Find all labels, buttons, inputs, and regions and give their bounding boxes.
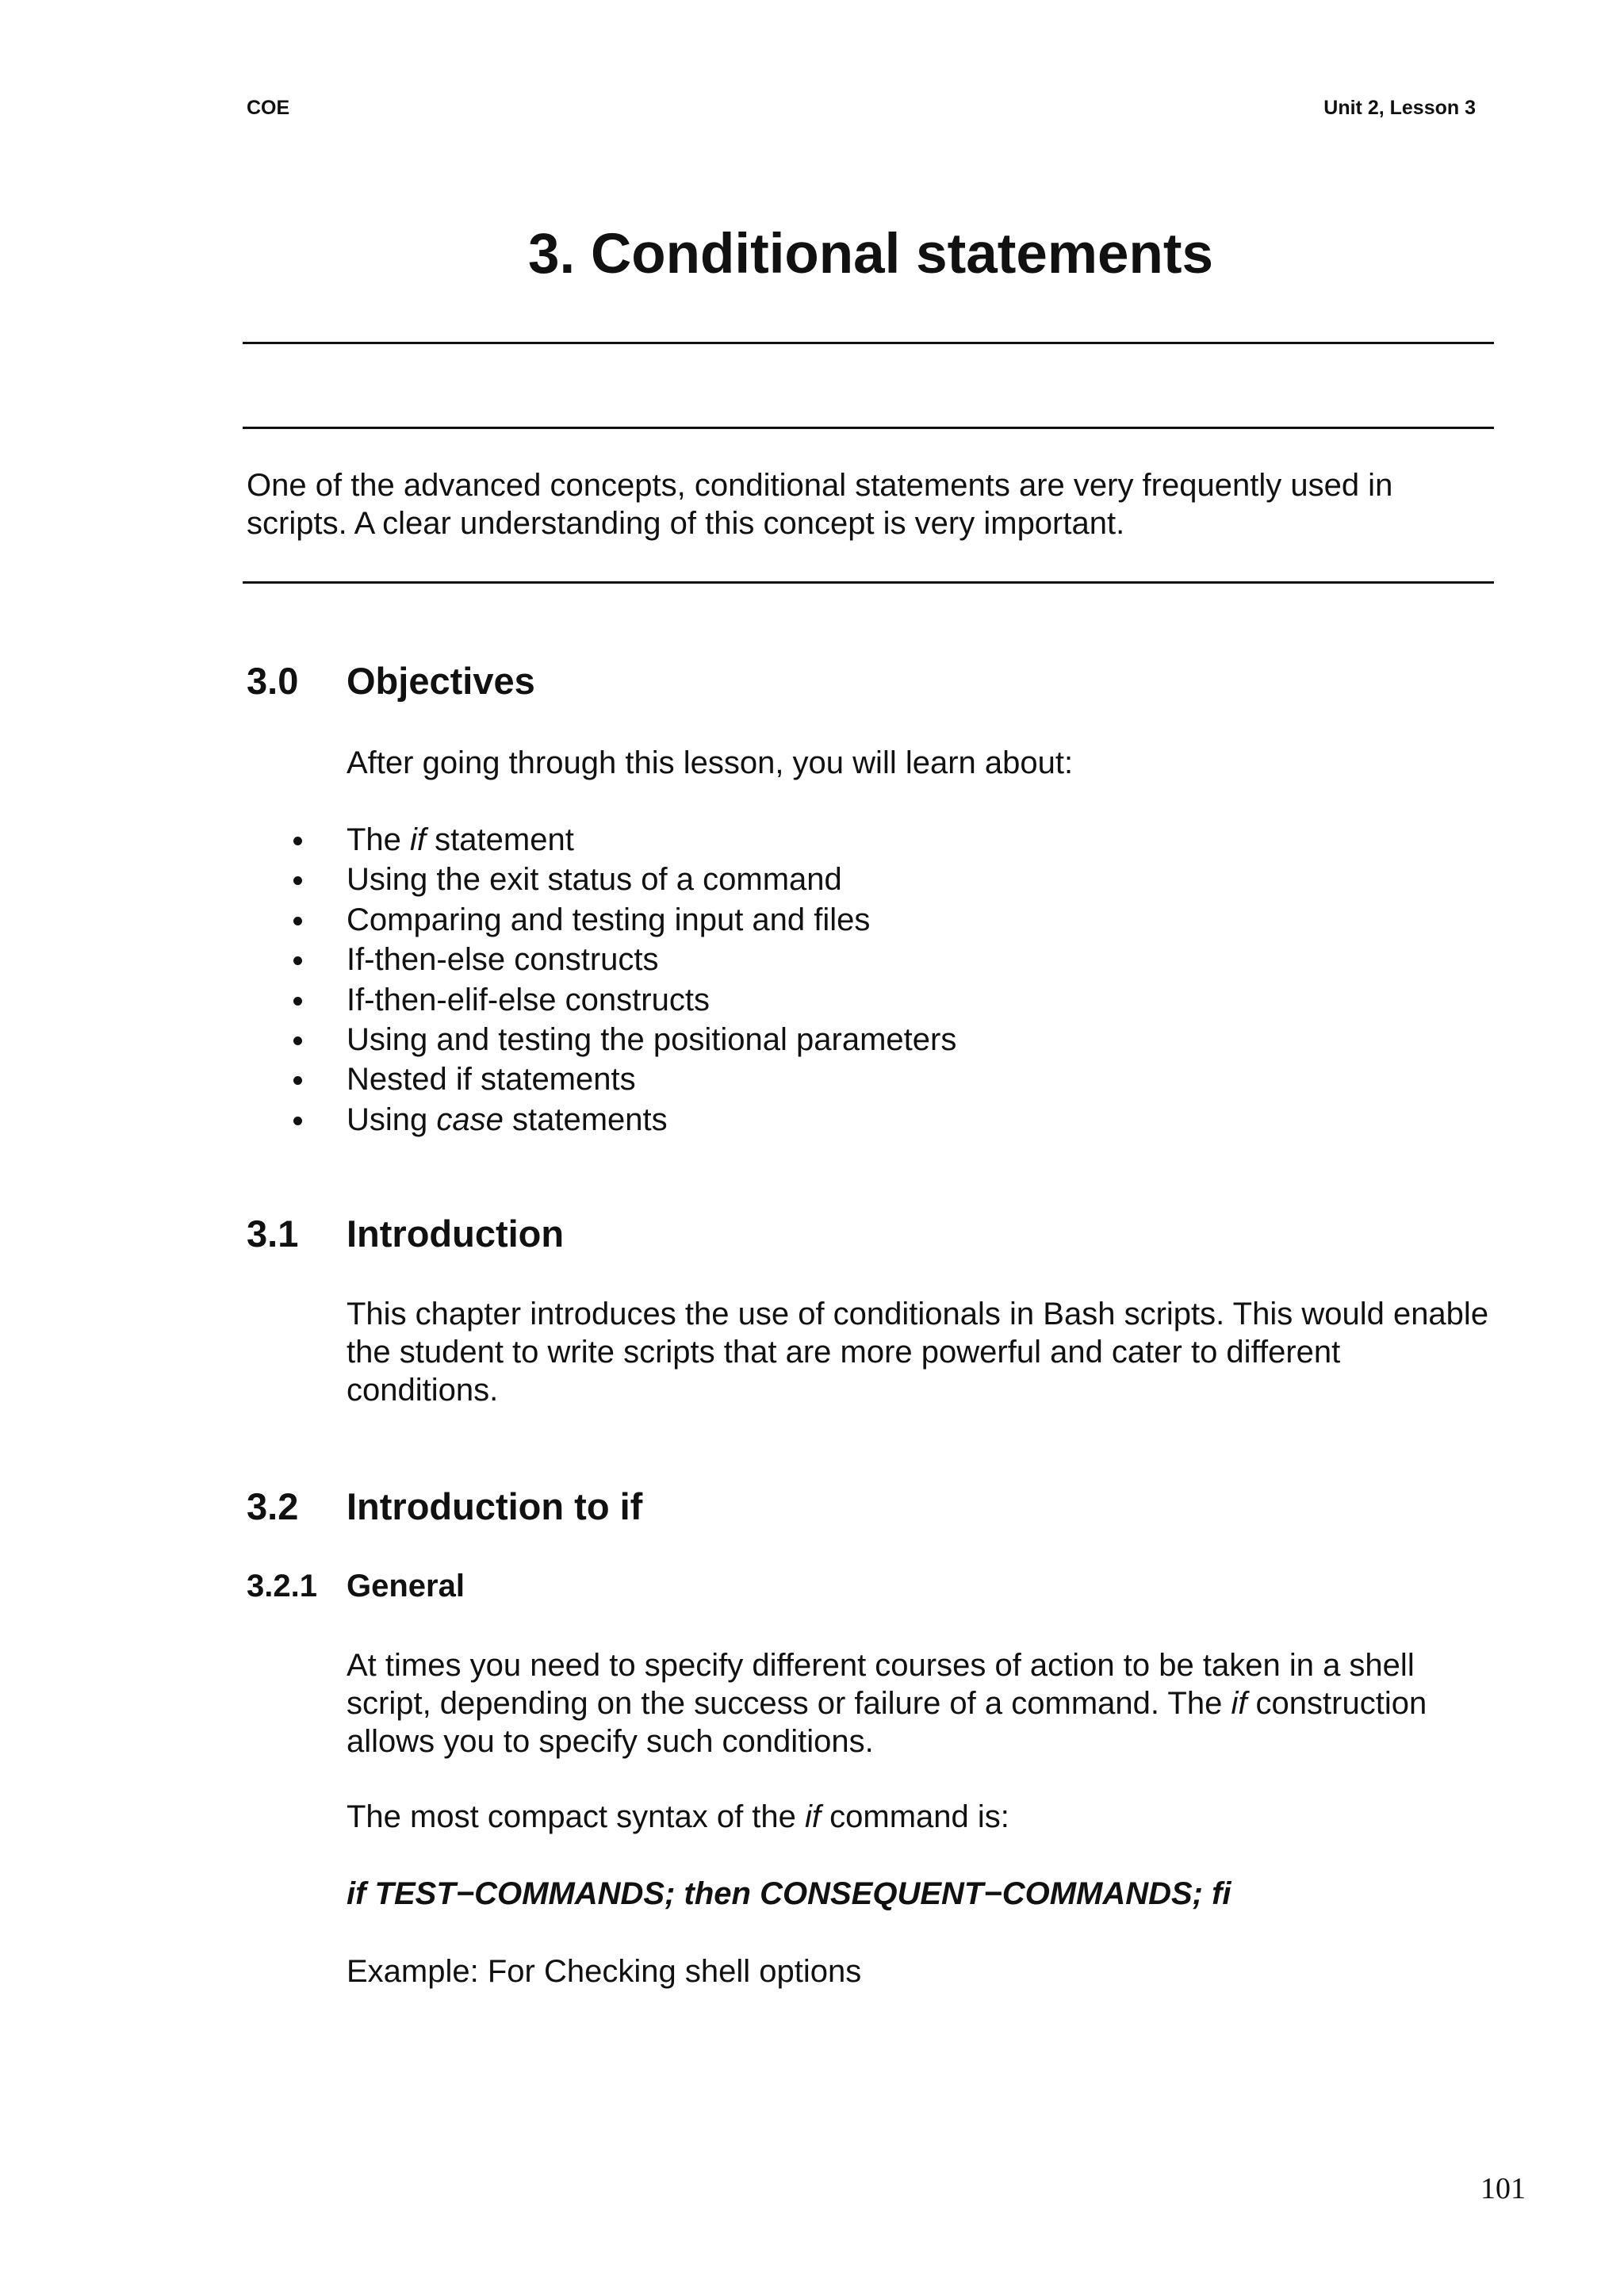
bullet-icon [293,837,302,845]
section-number-objectives: 3.0 [247,660,299,702]
bullet-icon [293,997,302,1006]
section-number-introduction: 3.1 [247,1213,299,1255]
list-item: If-then-elif-else constructs [293,980,956,1020]
running-header-left: COE [247,97,290,119]
objectives-list [293,820,956,1140]
section-title-introduction: Introduction [347,1213,565,1255]
syntax-intro: The most compact syntax of the if command is: [347,1799,1009,1834]
if-syntax: if TEST−COMMANDS; then CONSEQUENT−COMMANDS; fi [347,1876,1231,1911]
page-number: 101 [1480,2172,1526,2205]
bullet-icon [293,1036,302,1045]
introduction-paragraph: This chapter introduces the use of conditionals in Bash scripts. This would enable the student to write scripts that are more powerful and cater to different conditions. [347,1297,1489,1408]
list-item: Using the exit status of a command [293,860,956,899]
running-header-right: Unit 2, Lesson 3 [1323,97,1476,119]
general-paragraph: At times you need to specify different courses of action to be taken in a shell script, depending on the success or failure of a command. The if construction allows you to specify such conditions. [347,1648,1427,1759]
section-number-intro-if: 3.2 [247,1485,299,1527]
list-item: Using case statements [293,1100,956,1140]
section-title-objectives: Objectives [347,660,535,702]
example-label: Example: For Checking shell options [347,1954,862,1989]
subsection-title-general: General [347,1569,465,1603]
abstract-bottom-rule [243,581,1494,584]
list-item: Comparing and testing input and files [293,900,956,940]
title-rule [243,342,1494,344]
abstract-paragraph: One of the advanced concepts, conditional statements are very frequently used in scripts. A clear understanding of this concept is very important. [247,468,1393,541]
bullet-icon [293,917,302,925]
section-title-intro-if: Introduction to if [347,1485,643,1527]
objectives-intro: After going through this lesson, you will learn about: [347,745,1074,780]
chapter-title: 3. Conditional statements [528,223,1213,285]
bullet-icon [293,1117,302,1125]
list-item: If-then-else constructs [293,940,956,979]
abstract-top-rule [243,427,1494,429]
subsection-number-general: 3.2.1 [247,1569,317,1603]
bullet-icon [293,956,302,965]
bullet-icon [293,876,302,885]
bullet-icon [293,1076,302,1085]
list-item: Using and testing the positional parameters [293,1020,956,1059]
list-item: The if statement [293,820,956,860]
list-item: Nested if statements [293,1059,956,1099]
